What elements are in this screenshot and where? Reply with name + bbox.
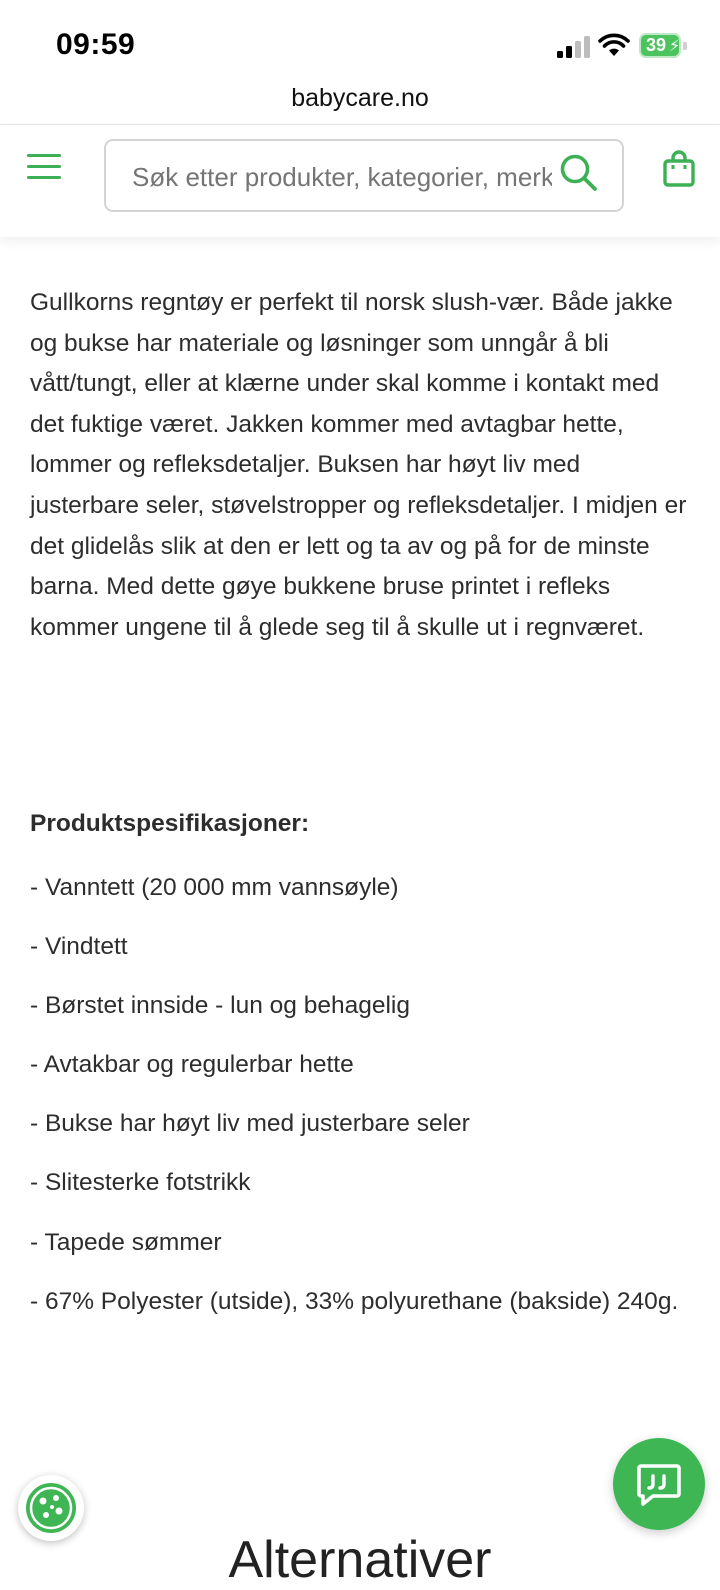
cart-icon[interactable] [663,150,695,188]
spec-item: - 67% Polyester (utside), 33% polyurethane (bakside) 240g. [30,1287,679,1315]
search-icon[interactable] [559,153,599,193]
spec-item: - Bukse har høyt liv med justerbare seler [30,1110,470,1138]
alternatives-heading: Alternativer [228,1531,492,1589]
spec-item: - Tapede sømmer [30,1228,222,1256]
cookie-settings-button[interactable] [18,1475,84,1541]
spec-item: - Vindtett [30,933,128,961]
charging-bolt-icon: ⚡ [669,38,681,55]
signal-icon [557,36,591,58]
wifi-icon [598,33,630,57]
product-description [30,283,695,648]
description-text: Gullkorns regntøy er perfekt til norsk slush-vær. Både jakke og bukse har materiale og løsninger som unngår å bli vått/tungt, eller at klærne under skal komme i kontakt med det fuktige været. Jakken kommer med avtagbar hette, lommer og refleksdetaljer. Buksen har høyt liv med justerbare seler, støvelstropper og refleksdetaljer. I midjen er det glidelås slik at den er lett og ta av og på for de minste barna. Med dette gøye bukkene bruse printet i refleks kommer ungene til å glede seg til å skulle ut i regnværet. [30,289,687,641]
search-box[interactable] [104,139,624,212]
browser-url[interactable]: babycare.no [291,84,429,112]
chat-icon [613,1438,705,1530]
spec-item: - Vanntett (20 000 mm vannsøyle) [30,874,399,901]
spec-item: - Børstet innside - lun og behagelig [30,992,410,1020]
spec-item: - Slitesterke fotstrikk [30,1169,251,1197]
search-input[interactable] [132,160,552,194]
cookie-icon [18,1475,84,1541]
spec-item: - Avtakbar og regulerbar hette [30,1051,354,1079]
spec-title: Produktspesifikasjoner: [30,810,310,837]
status-bar [0,0,720,112]
menu-icon[interactable] [27,154,61,180]
status-time: 09:59 [56,28,136,61]
battery-level: 39 [645,35,667,55]
spec-list [30,868,700,1341]
site-header [0,125,720,237]
battery-icon [639,33,687,58]
chat-button[interactable] [613,1438,705,1530]
